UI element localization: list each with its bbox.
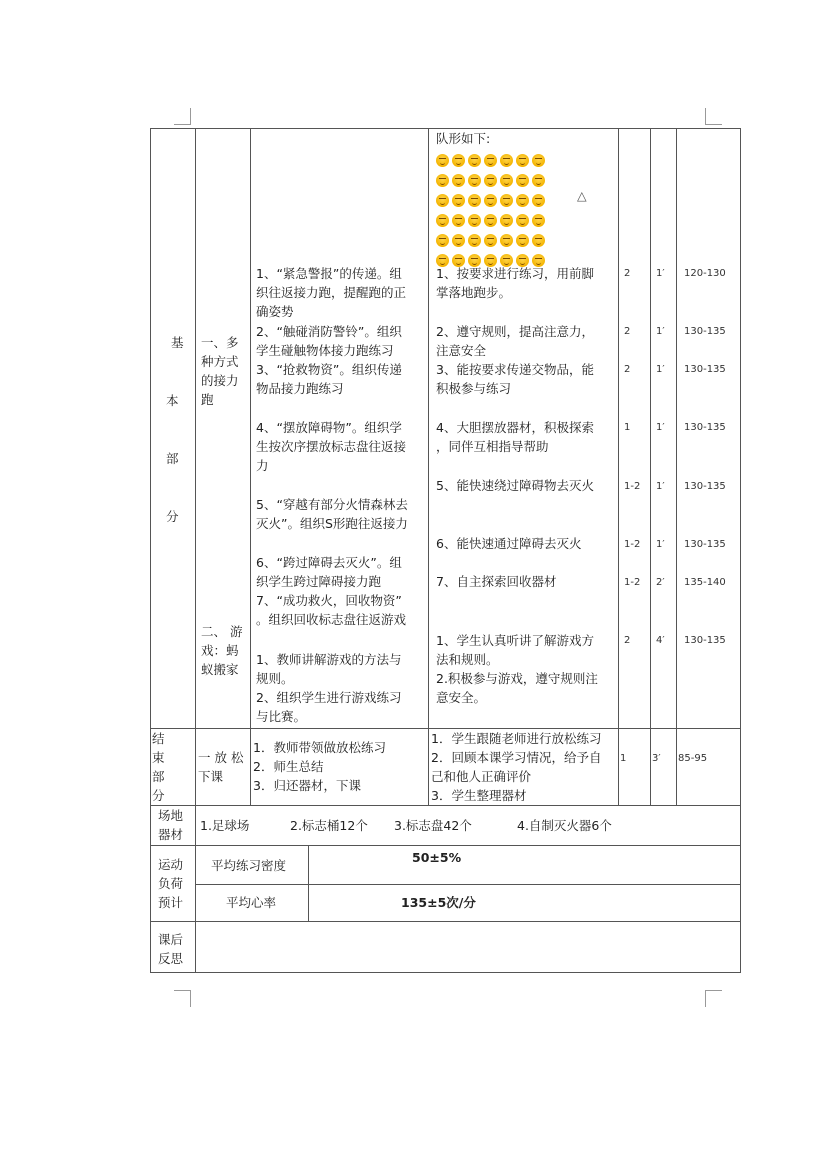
duration-cell: 4′ bbox=[656, 635, 665, 646]
requirement-line: 注意安全 bbox=[436, 343, 487, 358]
student-face-icon bbox=[452, 194, 465, 207]
requirement-line: 2.积极参与游戏，遵守规则注 bbox=[436, 671, 598, 686]
requirement-line: 积极参与练习 bbox=[436, 381, 512, 396]
ending-part-label-1: 一 放 松 bbox=[198, 750, 244, 765]
reflection-label-1: 课后 bbox=[158, 932, 184, 947]
content-line: 1、“紧急警报”的传递。组 bbox=[256, 266, 402, 281]
formation-row bbox=[436, 210, 548, 230]
student-face-icon bbox=[500, 214, 513, 227]
teacher-marker-icon: △ bbox=[577, 188, 587, 203]
duration-cell: 1′ bbox=[656, 422, 665, 433]
heart-rate-cell: 130-135 bbox=[684, 422, 726, 433]
venue-item: 2.标志桶12个 bbox=[290, 818, 368, 833]
ending-requirement-line: 2．回顾本课学习情况，给予自 bbox=[431, 750, 602, 765]
formation-row bbox=[436, 230, 548, 250]
ending-label-3: 部 bbox=[152, 769, 165, 784]
duration-cell: 1′ bbox=[656, 268, 665, 279]
part1-label-1: 一、多 bbox=[201, 335, 239, 350]
formation-row bbox=[436, 170, 548, 190]
requirement-line: 5、能快速绕过障碍物去灭火 bbox=[436, 478, 594, 493]
part2-label-3: 蚁搬家 bbox=[201, 662, 239, 677]
content-line: 2、“触碰消防警铃”。组织 bbox=[256, 324, 402, 339]
student-face-icon bbox=[436, 194, 449, 207]
content-line: 。组织回收标志盘往返游戏 bbox=[256, 612, 407, 627]
content-line: 与比赛。 bbox=[256, 709, 307, 724]
ending-requirement-line: 1．学生跟随老师进行放松练习 bbox=[431, 731, 602, 746]
requirement-line: 7、自主探索回收器材 bbox=[436, 574, 557, 589]
content-line: 学生碰触物体接力跑练习 bbox=[256, 343, 394, 358]
content-line: 生按次序摆放标志盘往返接 bbox=[256, 439, 407, 454]
reflection-label-2: 反思 bbox=[158, 951, 184, 966]
part1-label-4: 跑 bbox=[201, 392, 214, 407]
student-face-icon bbox=[436, 174, 449, 187]
student-face-icon bbox=[516, 194, 529, 207]
duration-cell: 1′ bbox=[656, 326, 665, 337]
formation-grid bbox=[436, 150, 548, 270]
venue-item: 3.标志盘42个 bbox=[394, 818, 472, 833]
requirement-line: 3、能按要求传递交物品，能 bbox=[436, 362, 594, 377]
student-face-icon bbox=[452, 214, 465, 227]
content-line: 4、“摆放障碍物”。组织学 bbox=[256, 420, 402, 435]
content-line: 1、教师讲解游戏的方法与 bbox=[256, 652, 402, 667]
student-face-icon bbox=[532, 214, 545, 227]
heart-rate-cell: 120-130 bbox=[684, 268, 726, 279]
duration-cell: 1′ bbox=[656, 539, 665, 550]
ending-label-2: 束 bbox=[152, 750, 165, 765]
times-cell: 1-2 bbox=[624, 577, 641, 588]
ending-label-1: 结 bbox=[152, 731, 165, 746]
formation-title: 队形如下: bbox=[436, 131, 491, 146]
duration-cell: 2′ bbox=[656, 577, 665, 588]
student-face-icon bbox=[500, 174, 513, 187]
student-face-icon bbox=[484, 214, 497, 227]
ending-part-label-2: 下课 bbox=[198, 769, 224, 784]
student-face-icon bbox=[484, 234, 497, 247]
formation-row bbox=[436, 150, 548, 170]
heart-rate-cell: 130-135 bbox=[684, 364, 726, 375]
student-face-icon bbox=[516, 214, 529, 227]
student-face-icon bbox=[484, 174, 497, 187]
part2-label-1: 二、 游 bbox=[201, 624, 243, 639]
student-face-icon bbox=[532, 234, 545, 247]
requirement-line: ，同伴互相指导帮助 bbox=[436, 439, 549, 454]
times-cell: 2 bbox=[624, 268, 631, 279]
requirement-line: 2、遵守规则，提高注意力， bbox=[436, 324, 594, 339]
student-face-icon bbox=[500, 234, 513, 247]
load-label-3: 预计 bbox=[158, 895, 184, 910]
part1-label-3: 的接力 bbox=[201, 373, 239, 388]
ending-duration: 3′ bbox=[652, 753, 661, 764]
requirement-line: 法和规则。 bbox=[436, 652, 499, 667]
heart-rate-value: 135±5次/分 bbox=[401, 895, 476, 910]
basic-label-1: 基 bbox=[171, 335, 184, 350]
ending-content-line: 3．归还器材，下课 bbox=[253, 778, 361, 793]
requirement-line: 6、能快速通过障碍去灭火 bbox=[436, 536, 582, 551]
density-value: 50±5% bbox=[412, 850, 462, 865]
ending-content-line: 1．教师带领做放松练习 bbox=[253, 740, 386, 755]
heart-rate-cell: 130-135 bbox=[684, 635, 726, 646]
student-face-icon bbox=[452, 234, 465, 247]
student-face-icon bbox=[452, 154, 465, 167]
times-cell: 2 bbox=[624, 364, 631, 375]
requirement-line: 意安全。 bbox=[436, 690, 487, 705]
content-line: 灭火”。组织S形跑往返接力 bbox=[256, 516, 408, 531]
basic-label-4: 分 bbox=[166, 509, 179, 524]
student-face-icon bbox=[468, 194, 481, 207]
student-face-icon bbox=[516, 154, 529, 167]
duration-cell: 1′ bbox=[656, 364, 665, 375]
student-face-icon bbox=[484, 194, 497, 207]
density-label: 平均练习密度 bbox=[211, 858, 287, 873]
load-label-2: 负荷 bbox=[158, 876, 184, 891]
student-face-icon bbox=[436, 214, 449, 227]
venue-label-1: 场地 bbox=[158, 808, 184, 823]
student-face-icon bbox=[452, 174, 465, 187]
content-line: 规则。 bbox=[256, 671, 294, 686]
ending-content-line: 2．师生总结 bbox=[253, 759, 324, 774]
times-cell: 1-2 bbox=[624, 539, 641, 550]
heart-rate-cell: 130-135 bbox=[684, 539, 726, 550]
content-line: 3、“抢救物资”。组织传递 bbox=[256, 362, 402, 377]
student-face-icon bbox=[516, 234, 529, 247]
requirement-line: 1、按要求进行练习，用前脚 bbox=[436, 266, 594, 281]
times-cell: 1 bbox=[624, 422, 631, 433]
student-face-icon bbox=[532, 174, 545, 187]
times-cell: 2 bbox=[624, 326, 631, 337]
heart-rate-cell: 130-135 bbox=[684, 481, 726, 492]
times-cell: 2 bbox=[624, 635, 631, 646]
content-line: 织往返接力跑，提醒跑的正 bbox=[256, 285, 407, 300]
student-face-icon bbox=[468, 154, 481, 167]
content-line: 织学生跨过障碍接力跑 bbox=[256, 574, 382, 589]
venue-label-2: 器材 bbox=[158, 827, 184, 842]
student-face-icon bbox=[532, 194, 545, 207]
content-line: 力 bbox=[256, 458, 269, 473]
requirement-line: 4、大胆摆放器材，积极探索 bbox=[436, 420, 594, 435]
heart-rate-cell: 130-135 bbox=[684, 326, 726, 337]
part2-label-2: 戏：蚂 bbox=[201, 643, 239, 658]
student-face-icon bbox=[436, 154, 449, 167]
student-face-icon bbox=[516, 174, 529, 187]
venue-item: 1.足球场 bbox=[200, 818, 250, 833]
content-line: 7、“成功救火，回收物资” bbox=[256, 593, 402, 608]
heart-rate-cell: 135-140 bbox=[684, 577, 726, 588]
student-face-icon bbox=[468, 174, 481, 187]
basic-label-3: 部 bbox=[166, 451, 179, 466]
ending-requirement-line: 3．学生整理器材 bbox=[431, 788, 527, 803]
ending-times: 1 bbox=[620, 753, 627, 764]
student-face-icon bbox=[484, 154, 497, 167]
ending-label-4: 分 bbox=[152, 788, 165, 803]
basic-label-2: 本 bbox=[166, 393, 179, 408]
student-face-icon bbox=[436, 234, 449, 247]
content-line: 5、“穿越有部分火情森林去 bbox=[256, 497, 408, 512]
student-face-icon bbox=[500, 194, 513, 207]
load-label-1: 运动 bbox=[158, 857, 184, 872]
requirement-line: 1、学生认真听讲了解游戏方 bbox=[436, 633, 594, 648]
content-line: 物品接力跑练习 bbox=[256, 381, 344, 396]
duration-cell: 1′ bbox=[656, 481, 665, 492]
content-line: 确姿势 bbox=[256, 304, 294, 319]
ending-heart-rate: 85-95 bbox=[678, 753, 708, 764]
heart-rate-label: 平均心率 bbox=[226, 895, 277, 910]
formation-row bbox=[436, 190, 548, 210]
student-face-icon bbox=[500, 154, 513, 167]
student-face-icon bbox=[468, 234, 481, 247]
reflection-input-area[interactable] bbox=[196, 922, 739, 971]
content-line: 6、“跨过障碍去灭火”。组 bbox=[256, 555, 402, 570]
student-face-icon bbox=[532, 154, 545, 167]
venue-item: 4.自制灭火器6个 bbox=[517, 818, 612, 833]
content-line: 2、组织学生进行游戏练习 bbox=[256, 690, 402, 705]
ending-requirement-line: 己和他人正确评价 bbox=[431, 769, 532, 784]
part1-label-2: 种方式 bbox=[201, 354, 239, 369]
student-face-icon bbox=[468, 214, 481, 227]
requirement-line: 掌落地跑步。 bbox=[436, 285, 512, 300]
times-cell: 1-2 bbox=[624, 481, 641, 492]
